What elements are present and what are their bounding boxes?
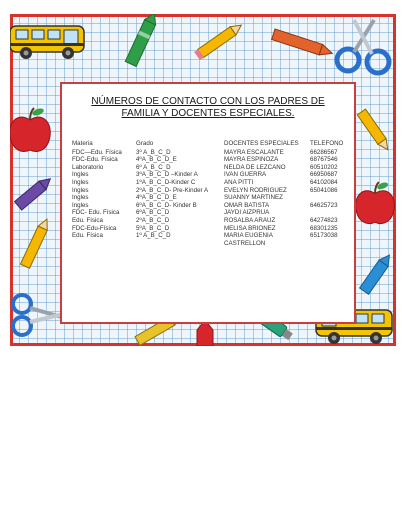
cell-grado: 4ºA_B_C_D_E — [136, 194, 177, 202]
table-row — [70, 194, 350, 202]
cell-materia: FDC-Edu-Física — [72, 224, 117, 232]
cell-grado: 2ºA_B_C_D- Pre-Kinder A — [136, 186, 209, 194]
cell-grado: 1º A_B_C_D — [136, 232, 171, 240]
crayon-icon — [356, 246, 396, 304]
cell-telefono: 65041086 — [310, 186, 338, 194]
cell-docente: MARIA EUGENIA CASTRELLON — [224, 232, 273, 247]
cell-materia: FDC—Edu. Física — [72, 148, 122, 156]
cell-materia: Ingles — [72, 201, 89, 209]
cell-grado: 3ºA_B_C_D –Kinder A — [136, 171, 198, 179]
table-header-row — [70, 140, 350, 149]
cell-grado: 6ºA_B_C_D — [136, 209, 170, 217]
cell-telefono: 64274823 — [310, 216, 338, 224]
cell-materia: Laboratorio — [72, 163, 104, 171]
cell-materia: Edu. Física — [72, 216, 103, 224]
cell-materia: FDC-Edu. Física — [72, 156, 118, 164]
flyer — [10, 14, 396, 346]
cell-docente: ANA PITTI — [224, 178, 254, 186]
table-row — [70, 225, 350, 233]
cell-docente: MELISA BRIONEZ — [224, 224, 276, 232]
cell-telefono — [308, 209, 350, 217]
cell-materia: FDC- Edu. Física — [72, 209, 120, 217]
table-row — [70, 171, 350, 179]
header-materia: Materia — [72, 140, 93, 147]
cell-telefono: 60510202 — [310, 163, 338, 171]
table-row — [70, 232, 350, 247]
cell-grado: 6º A_B_C_D — [136, 163, 171, 171]
cell-docente: EVELYN RODRIGUEZ — [224, 186, 287, 194]
cell-telefono — [308, 194, 350, 202]
header-telefono: TELEFONO — [310, 140, 344, 147]
pencil-icon — [190, 16, 250, 64]
cell-grado: 4ºA_B_C_D_E — [136, 156, 177, 164]
table-row — [70, 209, 350, 217]
cell-docente: IVAN GUERRA — [224, 171, 267, 179]
cell-docente: OMAR BATISTA — [224, 201, 270, 209]
cell-telefono: 64625723 — [310, 201, 338, 209]
cell-materia: Ingles — [72, 194, 89, 202]
cell-grado: 6ºA_B_C_D- Kinder B — [136, 201, 197, 209]
cell-docente: NELDA DE LEZCANO — [224, 163, 286, 171]
cell-docente: MAYRA ESCALANTE — [224, 148, 284, 156]
cell-grado: 5ºA_B_C_D — [136, 224, 170, 232]
cell-docente: SUANNY MARTINEZ — [224, 194, 283, 202]
cell-grado: 2ºA_B_C_D — [136, 216, 170, 224]
cell-materia: Ingles — [72, 178, 89, 186]
cell-telefono: 65173038 — [310, 232, 338, 240]
header-docentes: DOCENTES ESPECIALES — [224, 140, 299, 147]
school-bus-icon — [10, 20, 90, 64]
table-row — [70, 156, 350, 164]
scissors-icon — [332, 16, 396, 78]
cell-materia: Ingles — [72, 171, 89, 179]
crayon-icon — [266, 26, 338, 60]
cell-telefono: 68301235 — [310, 224, 338, 232]
table-row — [70, 179, 350, 187]
contacts-table — [70, 140, 350, 247]
cell-telefono: 66286567 — [310, 148, 338, 156]
table-row — [70, 187, 350, 195]
document-title: NÚMEROS DE CONTACTO CON LOS PADRES DE FAMILIA Y DOCENTES ESPECIALES. — [91, 96, 325, 119]
content-panel — [60, 82, 356, 324]
table-row — [70, 164, 350, 172]
cell-docente: JAYDI AIZPRUA — [224, 209, 270, 217]
apple-icon — [354, 180, 396, 228]
cell-materia: Ingles — [72, 186, 89, 194]
cell-telefono: 68767546 — [310, 156, 338, 164]
cell-docente: ROSALBA ARAUZ — [224, 216, 276, 224]
table-row — [70, 149, 350, 157]
table-row — [70, 202, 350, 210]
pencil-icon — [12, 214, 54, 284]
cell-docente: MAYRA ESPINOZA — [224, 156, 279, 164]
cell-telefono: 64102084 — [310, 178, 338, 186]
cell-grado: 1ºA_B_C_D-Kinder C — [136, 178, 196, 186]
cell-telefono: 66950687 — [310, 171, 338, 179]
pencil-icon — [352, 100, 396, 160]
crayon-icon — [120, 14, 160, 74]
apple-icon — [10, 106, 52, 156]
cell-grado: 3º A_B_C_D — [136, 148, 171, 156]
header-grado: Grado — [136, 140, 154, 147]
cell-materia: Edu. Física — [72, 232, 103, 240]
table-row — [70, 217, 350, 225]
